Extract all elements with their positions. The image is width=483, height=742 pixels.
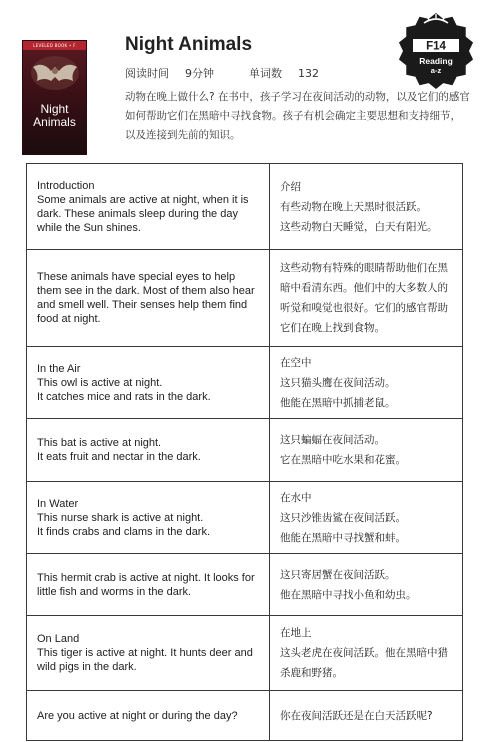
badge-line2-text: a-z xyxy=(430,66,442,75)
english-text-cell xyxy=(27,691,270,741)
chinese-text-line: 他能在黑暗中寻找蟹和蚌。 xyxy=(280,531,406,544)
table-row xyxy=(27,347,463,419)
book-description: 动物在晚上做什么? 在书中，孩子学习在夜间活动的动物，以及它们的感官如何帮助它们在黑暗中寻找食物。孩子有机会确定主要思想和支持细节，以及连接到先前的知识。 xyxy=(125,91,470,141)
chinese-text-line: 这只沙锥齿鲨在夜间活跃。 xyxy=(280,511,406,524)
english-text-line: Some animals are active at night, when it is dark. These animals sleep during the day while the Sun shines. xyxy=(37,193,252,234)
chinese-text-line: 他能在黑暗中抓捕老鼠。 xyxy=(280,396,396,409)
chinese-text-cell xyxy=(270,347,463,419)
table-row xyxy=(27,691,463,741)
english-text-cell xyxy=(27,616,270,691)
cover-title: Night Animals xyxy=(33,102,76,129)
chinese-text-cell xyxy=(270,616,463,691)
translation-table-body xyxy=(27,164,463,741)
english-text-line: This bat is active at night. xyxy=(37,437,162,449)
chinese-text-line: 这些动物有特殊的眼睛帮助他们在黑暗中看清东西。他们中的大多数人的听觉和嗅觉也很好。它们的感官帮助它们在晚上找到食物。 xyxy=(280,262,448,334)
chinese-text-line: 它在黑暗中吃水果和花蜜。 xyxy=(280,454,406,466)
table-row xyxy=(27,250,463,347)
table-row xyxy=(27,554,463,616)
english-text-line: It finds crabs and clams in the dark. xyxy=(37,525,211,538)
chinese-text-line: 这只蝙蝠在夜间活动。 xyxy=(280,434,385,446)
table-row xyxy=(27,164,463,250)
chinese-text-cell xyxy=(270,554,463,616)
chinese-text-line: 在地上 xyxy=(280,627,312,639)
english-text-cell xyxy=(27,482,270,554)
book-cover-image xyxy=(22,40,87,155)
english-text-line: This owl is active at night. xyxy=(37,376,163,389)
chinese-text-line: 在空中 xyxy=(280,356,312,369)
chinese-text-line: 有些动物在晚上天黑时很活跃。 xyxy=(280,200,427,213)
english-text-cell xyxy=(27,419,270,482)
english-text-line: Introduction xyxy=(37,179,95,192)
chinese-text-line: 在水中 xyxy=(280,491,312,504)
chinese-text-line: 这只猫头鹰在夜间活动。 xyxy=(280,376,396,389)
english-text-line: On Land xyxy=(37,633,80,645)
english-text-line: In the Air xyxy=(37,362,81,375)
table-row xyxy=(27,419,463,482)
badge-line1-text: Reading xyxy=(419,56,453,66)
table-row xyxy=(27,616,463,691)
english-text-cell xyxy=(27,250,270,347)
english-text-line: This nurse shark is active at night. xyxy=(37,511,204,524)
bat-illustration xyxy=(29,53,81,93)
table-row xyxy=(27,482,463,554)
book-meta xyxy=(125,65,319,81)
english-text-cell xyxy=(27,554,270,616)
chinese-text-line: 这些动物白天睡觉，白天有阳光。 xyxy=(280,220,438,233)
book-header xyxy=(0,0,483,160)
chinese-text-cell xyxy=(270,250,463,347)
chinese-text-line: 介绍 xyxy=(280,180,301,193)
chinese-text-cell xyxy=(270,691,463,741)
english-text-line: In Water xyxy=(37,497,79,510)
translation-table xyxy=(26,163,463,741)
chinese-text-line: 你在夜间活跃还是在白天活跃呢? xyxy=(280,709,433,722)
word-count-label: 单词数 xyxy=(249,67,282,80)
cover-series-band: LEVELED BOOK • F xyxy=(23,41,86,50)
chinese-text-line: 这只寄居蟹在夜间活跃。 xyxy=(280,568,396,581)
chinese-text-cell xyxy=(270,482,463,554)
chinese-text-cell xyxy=(270,164,463,250)
book-title: Night Animals xyxy=(125,34,253,55)
reading-time-label: 阅读时间 xyxy=(125,67,169,80)
chinese-text-line: 他在黑暗中寻找小鱼和幼虫。 xyxy=(280,588,417,601)
english-text-line: It catches mice and rats in the dark. xyxy=(37,390,211,403)
reading-time-value: 9分钟 xyxy=(185,67,214,80)
word-count-value: 132 xyxy=(298,67,319,80)
english-text-line: This tiger is active at night. It hunts deer and wild pigs in the dark. xyxy=(37,647,256,673)
english-text-line: It eats fruit and nectar in the dark. xyxy=(37,451,201,463)
chinese-text-line: 这头老虎在夜间活跃。他在黑暗中猎杀鹿和野猪。 xyxy=(280,647,448,679)
chinese-text-cell xyxy=(270,419,463,482)
english-text-cell xyxy=(27,347,270,419)
badge-level-text: F14 xyxy=(426,40,446,53)
english-text-line: Are you active at night or during the day? xyxy=(37,709,238,722)
english-text-line: These animals have special eyes to help them see in the dark. Most of them also hear and smell well. Their senses help them find food at night. xyxy=(37,271,258,325)
english-text-line: This hermit crab is active at night. It looks for little fish and worms in the dark. xyxy=(37,571,258,598)
reading-level-badge xyxy=(397,12,475,90)
english-text-cell xyxy=(27,164,270,250)
